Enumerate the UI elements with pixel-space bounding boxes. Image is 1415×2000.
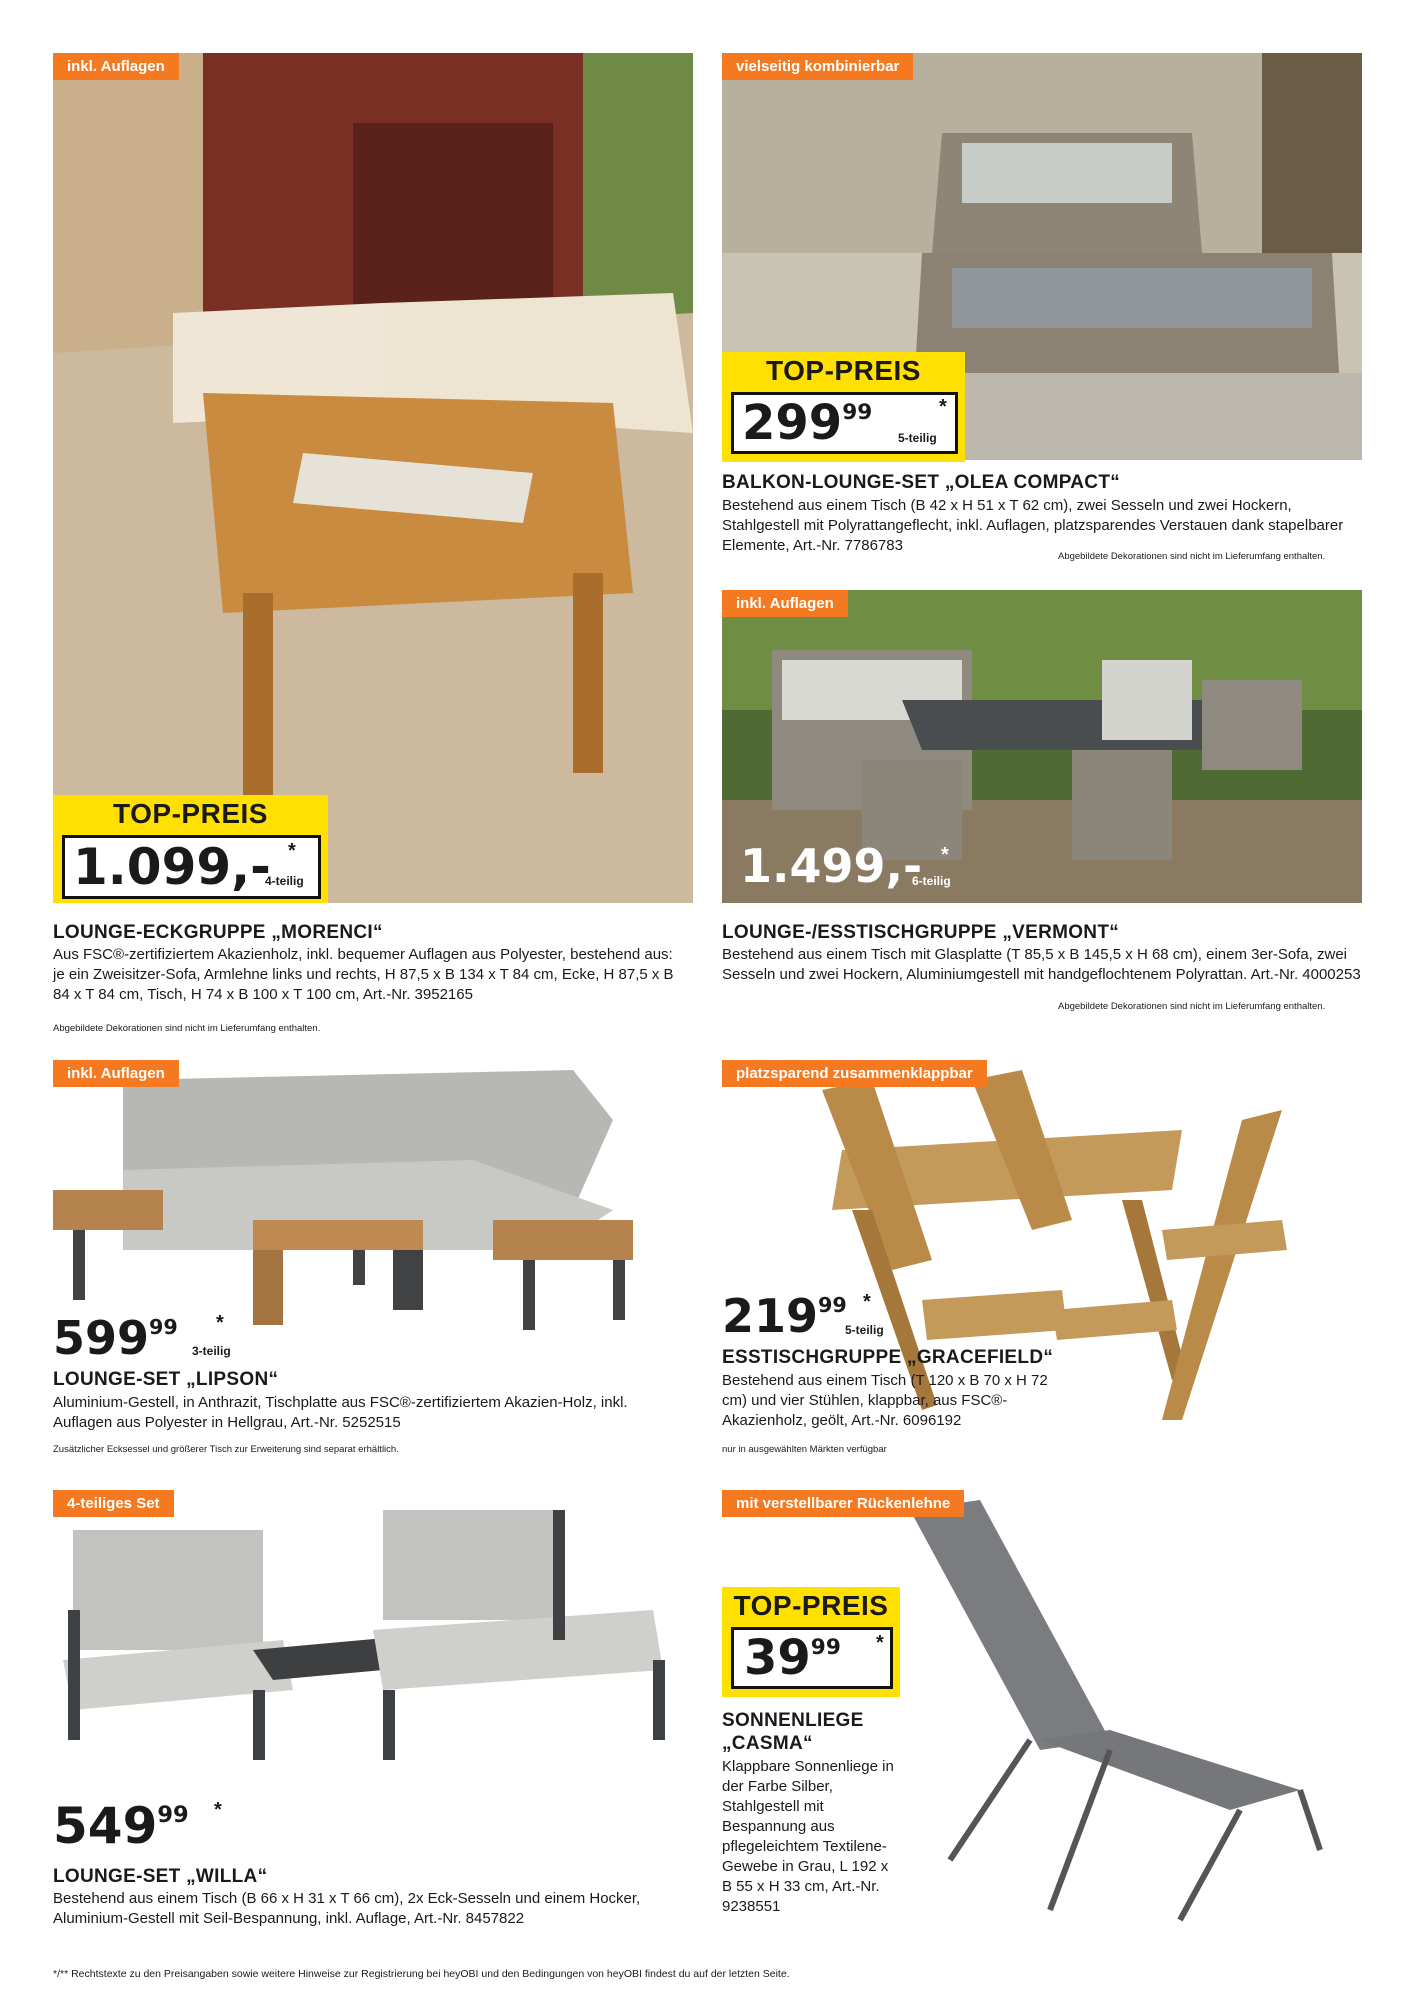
product-title-casma-line2: „CASMA“ xyxy=(722,1733,813,1754)
top-preis-label: TOP-PREIS xyxy=(766,355,921,386)
product-desc-morenci: Aus FSC®-zertifiziertem Akazienholz, inkl. bequemer Auflagen aus Polyester, bestehend aus: je ein Zweisitzer-Sofa, Armlehne links und rechts, H 87,5 x B 134 x T 84 cm, Ecke, H 87,5 x B 84 x T 84 cm, Tisch, H 74 x B 100 x T 100 cm, Art.-Nr. 3952165 xyxy=(53,946,674,1003)
product-note-morenci: Abgebildete Dekorationen sind nicht im Lieferumfang enthalten. xyxy=(53,1023,321,1034)
product-image-willa[interactable] xyxy=(53,1490,693,1780)
price-decimal: 99 xyxy=(842,399,873,425)
product-desc-vermont: Bestehend aus einem Tisch mit Glasplatte (T 85,5 x B 145,5 x H 68 cm), einem 3er-Sofa, zwei Sesseln und zwei Hockern, Aluminiumgestell mit handgeflochtenem Polyrattan. Art.-Nr. 4000253 xyxy=(722,946,1361,983)
price-decimal: 99 xyxy=(818,1293,847,1318)
price-casma xyxy=(744,1630,841,1686)
price-decimal: 99 xyxy=(149,1315,178,1340)
product-image-lipson[interactable] xyxy=(53,1060,693,1330)
product-desc-olea-compact: Bestehend aus einem Tisch (B 42 x H 51 x T 62 cm), zwei Sesseln und zwei Hockern, Stahlgestell mit Polyrattangeflecht, inkl. Auflagen, platzsparendes Verstauen dank stapelbarer Elemente, Art.-Nr. 7786783 xyxy=(722,497,1344,554)
price-asterisk: * xyxy=(214,1799,222,1821)
set-count-gracefield: 5-teilig xyxy=(845,1323,884,1337)
product-tag-lipson: inkl. Auflagen xyxy=(53,1060,179,1087)
product-tag-vermont: inkl. Auflagen xyxy=(722,590,848,617)
set-count-morenci: 4-teilig xyxy=(265,874,304,888)
price-integer: 39 xyxy=(744,1630,811,1686)
price-decimal: 99 xyxy=(157,1801,189,1828)
product-note-vermont: Abgebildete Dekorationen sind nicht im Lieferumfang enthalten. xyxy=(1058,1001,1326,1012)
product-note-lipson: Zusätzlicher Ecksessel und größerer Tisch zur Erweiterung sind separat erhältlich. xyxy=(53,1444,399,1455)
product-tag-olea-compact: vielseitig kombinierbar xyxy=(722,53,913,80)
product-note-gracefield: nur in ausgewählten Märkten verfügbar xyxy=(722,1444,887,1455)
product-title-morenci: LOUNGE-ECKGRUPPE „MORENCI“ xyxy=(53,922,383,943)
top-preis-badge-casma xyxy=(722,1587,900,1697)
price-asterisk: * xyxy=(876,1632,884,1654)
product-title-willa: LOUNGE-SET „WILLA“ xyxy=(53,1866,268,1887)
product-tag-willa: 4-teiliges Set xyxy=(53,1490,174,1517)
price-asterisk: * xyxy=(216,1312,224,1334)
price-olea-compact xyxy=(742,395,873,451)
product-desc-casma: Klappbare Sonnenliege in der Farbe Silber, Stahlgestell mit Bespannung aus pflegeleichtem Textilene-Gewebe in Grau, L 192 x B 55 x H 33 cm, Art.-Nr. 9238551 xyxy=(722,1758,894,1915)
price-box-morenci xyxy=(62,835,321,899)
price-decimal: 99 xyxy=(810,1634,841,1660)
price-asterisk: * xyxy=(939,396,947,418)
product-tag-casma: mit verstellbarer Rückenlehne xyxy=(722,1490,964,1517)
price-willa xyxy=(53,1797,189,1855)
legal-footer: */** Rechtstexte zu den Preisangaben sowie weitere Hinweise zur Registrierung bei heyOBI und den Bedingungen von heyOBI findest du auf der letzten Seite. xyxy=(53,1968,790,1980)
product-tag-gracefield: platzsparend zusammenklappbar xyxy=(722,1060,987,1087)
price-box-casma xyxy=(731,1627,893,1689)
price-integer: 549 xyxy=(53,1797,158,1855)
top-preis-badge-olea-compact xyxy=(722,352,965,462)
set-count-lipson: 3-teilig xyxy=(192,1344,231,1358)
product-tag-morenci: inkl. Auflagen xyxy=(53,53,179,80)
product-desc-gracefield: Bestehend aus einem Tisch (T 120 x B 70 x H 72 cm) und vier Stühlen, klappbar, aus FSC®-Akazienholz, geölt, Art.-Nr. 6096192 xyxy=(722,1372,1048,1429)
price-asterisk: * xyxy=(863,1291,871,1313)
product-title-gracefield: ESSTISCHGRUPPE „GRACEFIELD“ xyxy=(722,1347,1054,1368)
price-integer: 219 xyxy=(722,1289,819,1343)
product-image-casma[interactable] xyxy=(880,1490,1360,1930)
top-preis-label: TOP-PREIS xyxy=(733,1590,889,1621)
product-title-vermont: LOUNGE-/ESSTISCHGRUPPE „VERMONT“ xyxy=(722,922,1120,943)
product-image-morenci[interactable] xyxy=(53,53,693,903)
price-integer: 299 xyxy=(742,395,843,451)
top-preis-badge-morenci xyxy=(53,795,328,903)
top-preis-label: TOP-PREIS xyxy=(113,798,268,829)
price-morenci: 1.099,- xyxy=(73,838,271,896)
product-title-lipson: LOUNGE-SET „LIPSON“ xyxy=(53,1369,279,1390)
price-gracefield xyxy=(722,1289,847,1343)
price-vermont: 1.499,- xyxy=(740,839,923,893)
product-title-olea-compact: BALKON-LOUNGE-SET „OLEA COMPACT“ xyxy=(722,472,1121,493)
price-asterisk: * xyxy=(288,840,296,862)
price-lipson xyxy=(53,1311,178,1365)
product-note-olea-compact: Abgebildete Dekorationen sind nicht im Lieferumfang enthalten. xyxy=(1058,551,1326,562)
set-count-vermont: 6-teilig xyxy=(912,874,951,888)
set-count-olea-compact: 5-teilig xyxy=(898,431,937,445)
price-asterisk: * xyxy=(941,844,949,866)
price-box-olea-compact xyxy=(731,392,958,454)
price-integer: 599 xyxy=(53,1311,150,1365)
product-desc-lipson: Aluminium-Gestell, in Anthrazit, Tischplatte aus FSC®-zertifiziertem Akazien-Holz, inkl. Auflagen aus Polyester in Hellgrau, Art.-Nr. 5252515 xyxy=(53,1394,628,1431)
product-title-casma-line1: SONNENLIEGE xyxy=(722,1710,864,1731)
product-desc-willa: Bestehend aus einem Tisch (B 66 x H 31 x T 66 cm), 2x Eck-Sesseln und einem Hocker, Aluminium-Gestell mit Seil-Bespannung, inkl. Auflage, Art.-Nr. 8457822 xyxy=(53,1890,641,1927)
